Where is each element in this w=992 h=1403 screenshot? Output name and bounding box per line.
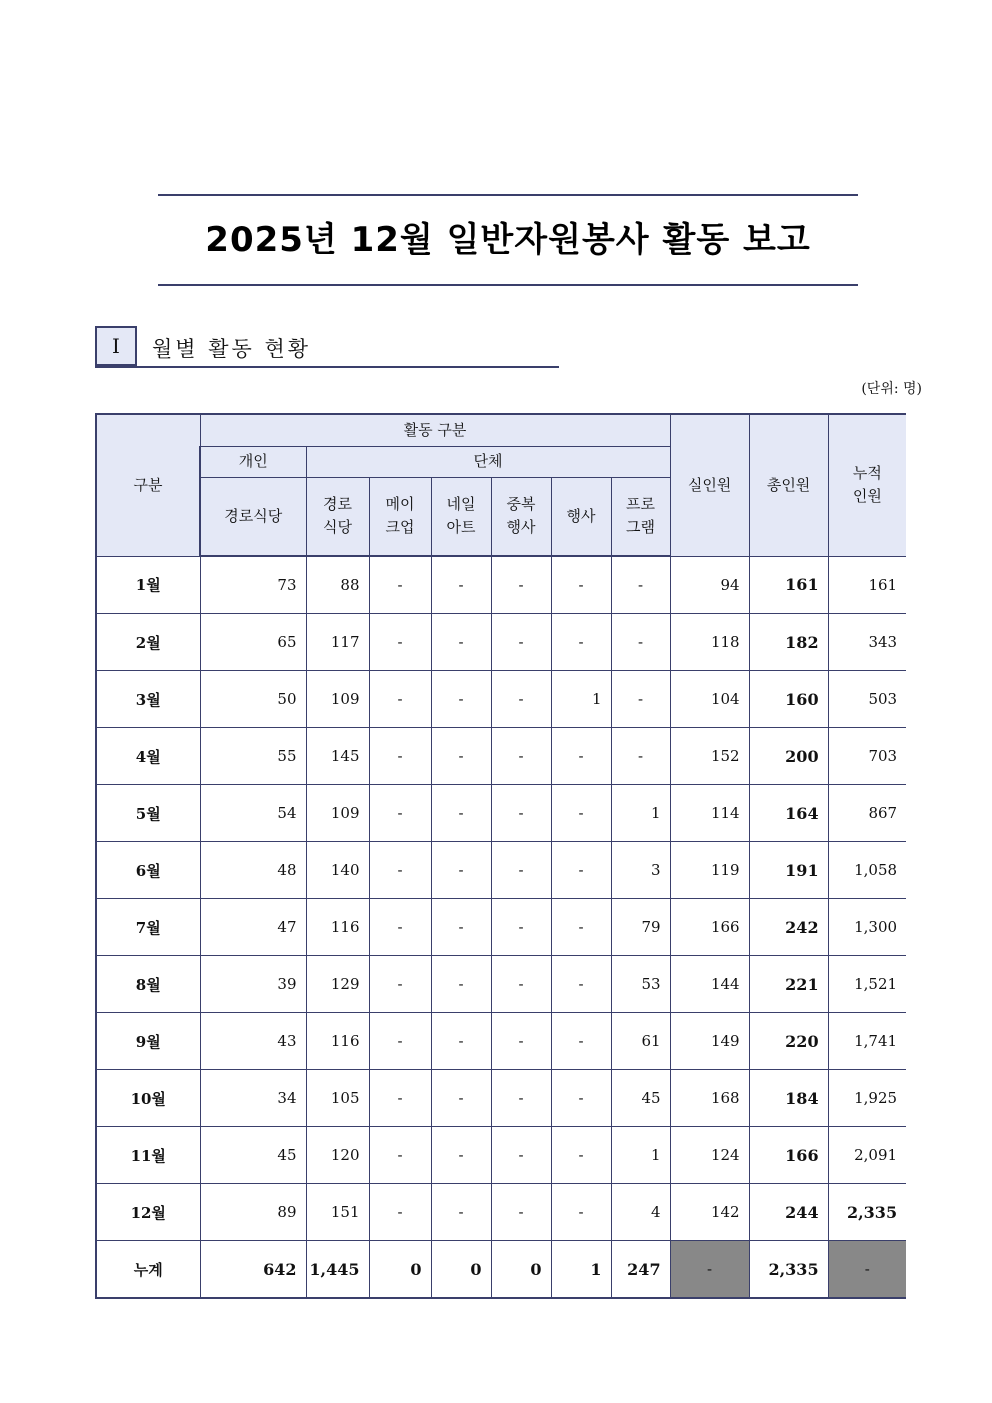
title-top-rule <box>158 194 858 196</box>
cell-c5: - <box>491 728 551 785</box>
cell-c4: - <box>431 956 491 1013</box>
cell-c7: 1 <box>611 1127 670 1184</box>
header-group-meal <box>306 477 369 556</box>
table-row <box>96 785 906 842</box>
cell-cum: 2,335 <box>828 1184 906 1241</box>
cell-c1: 47 <box>200 899 306 956</box>
cell-c5: - <box>491 614 551 671</box>
cell-c4: - <box>431 1127 491 1184</box>
cell-c6: - <box>551 1070 611 1127</box>
row-month: 4월 <box>96 728 200 785</box>
cell-c4: - <box>431 671 491 728</box>
cell-c3: - <box>369 785 431 842</box>
row-month: 10월 <box>96 1070 200 1127</box>
table-row <box>96 1070 906 1127</box>
total-c2: 1,445 <box>306 1241 369 1299</box>
cell-c3: - <box>369 556 431 614</box>
header-makeup-label: 메이 크업 <box>385 495 415 537</box>
cell-c2: 116 <box>306 899 369 956</box>
cell-c2: 117 <box>306 614 369 671</box>
cell-c5: - <box>491 556 551 614</box>
cell-c4: - <box>431 614 491 671</box>
cell-c1: 48 <box>200 842 306 899</box>
header-group: 단체 <box>306 446 670 477</box>
cell-c5: - <box>491 1127 551 1184</box>
header-cumulative-label: 누적 인원 <box>852 464 882 506</box>
total-cum: - <box>828 1241 906 1299</box>
row-month: 5월 <box>96 785 200 842</box>
header-overlap <box>491 477 551 556</box>
table-row <box>96 556 906 614</box>
cell-c1: 45 <box>200 1127 306 1184</box>
cell-c1: 54 <box>200 785 306 842</box>
header-actual: 실인원 <box>670 414 749 556</box>
cell-actual: 94 <box>670 556 749 614</box>
cell-c1: 65 <box>200 614 306 671</box>
header-indiv-meal: 경로식당 <box>200 477 306 556</box>
table-row <box>96 899 906 956</box>
cell-c7: 53 <box>611 956 670 1013</box>
cell-total: 242 <box>749 899 828 956</box>
cell-actual: 149 <box>670 1013 749 1070</box>
cell-c4: - <box>431 1184 491 1241</box>
cell-c4: - <box>431 842 491 899</box>
cell-c6: - <box>551 956 611 1013</box>
table-row <box>96 1184 906 1241</box>
cell-c6: - <box>551 1013 611 1070</box>
cell-actual: 152 <box>670 728 749 785</box>
cell-c4: - <box>431 728 491 785</box>
cell-c3: - <box>369 1013 431 1070</box>
row-month: 1월 <box>96 556 200 614</box>
total-c5: 0 <box>491 1241 551 1299</box>
cell-c3: - <box>369 1127 431 1184</box>
section-underline <box>95 366 559 368</box>
cell-c6: - <box>551 556 611 614</box>
cell-c6: - <box>551 1184 611 1241</box>
cell-c6: - <box>551 899 611 956</box>
cell-c6: - <box>551 785 611 842</box>
table-row <box>96 728 906 785</box>
header-category: 구분 <box>96 414 200 556</box>
section-number: I <box>112 334 120 358</box>
cell-c3: - <box>369 728 431 785</box>
cell-c5: - <box>491 956 551 1013</box>
cell-c3: - <box>369 671 431 728</box>
cell-actual: 166 <box>670 899 749 956</box>
total-c7: 247 <box>611 1241 670 1299</box>
table-row <box>96 1127 906 1184</box>
row-month: 12월 <box>96 1184 200 1241</box>
cell-c4: - <box>431 899 491 956</box>
total-row <box>96 1241 906 1299</box>
cell-total: 220 <box>749 1013 828 1070</box>
cell-cum: 1,741 <box>828 1013 906 1070</box>
total-c1: 642 <box>200 1241 306 1299</box>
table-body <box>96 556 906 1298</box>
row-month: 11월 <box>96 1127 200 1184</box>
cell-c7: 79 <box>611 899 670 956</box>
cell-c2: 109 <box>306 785 369 842</box>
cell-c5: - <box>491 842 551 899</box>
cell-cum: 867 <box>828 785 906 842</box>
header-makeup <box>369 477 431 556</box>
cell-actual: 142 <box>670 1184 749 1241</box>
total-c3: 0 <box>369 1241 431 1299</box>
cell-c4: - <box>431 785 491 842</box>
cell-c2: 116 <box>306 1013 369 1070</box>
cell-actual: 119 <box>670 842 749 899</box>
cell-total: 191 <box>749 842 828 899</box>
cell-c2: 140 <box>306 842 369 899</box>
header-overlap-label: 중복 행사 <box>506 495 536 537</box>
header-nail-label: 네일 아트 <box>446 495 476 537</box>
cell-cum: 1,300 <box>828 899 906 956</box>
cell-c1: 50 <box>200 671 306 728</box>
cell-cum: 343 <box>828 614 906 671</box>
header-program-label: 프로 그램 <box>626 495 656 537</box>
header-cumulative <box>828 414 906 556</box>
cell-c2: 120 <box>306 1127 369 1184</box>
cell-c4: - <box>431 556 491 614</box>
header-group-meal-label: 경로 식당 <box>323 495 352 537</box>
cell-c5: - <box>491 671 551 728</box>
cell-total: 161 <box>749 556 828 614</box>
cell-total: 160 <box>749 671 828 728</box>
cell-c3: - <box>369 956 431 1013</box>
cell-c7: - <box>611 671 670 728</box>
cell-c1: 89 <box>200 1184 306 1241</box>
section-number-box <box>95 326 137 366</box>
cell-c5: - <box>491 785 551 842</box>
cell-c6: - <box>551 614 611 671</box>
cell-total: 182 <box>749 614 828 671</box>
cell-c2: 105 <box>306 1070 369 1127</box>
cell-c7: 4 <box>611 1184 670 1241</box>
cell-c3: - <box>369 899 431 956</box>
header-individual: 개인 <box>200 446 306 477</box>
table-row <box>96 956 906 1013</box>
cell-c1: 55 <box>200 728 306 785</box>
cell-c2: 88 <box>306 556 369 614</box>
cell-total: 221 <box>749 956 828 1013</box>
cell-c2: 109 <box>306 671 369 728</box>
cell-c4: - <box>431 1070 491 1127</box>
cell-cum: 1,925 <box>828 1070 906 1127</box>
monthly-activity-table <box>95 413 906 1299</box>
cell-c7: - <box>611 614 670 671</box>
cell-total: 200 <box>749 728 828 785</box>
unit-label: (단위: 명) <box>861 381 922 397</box>
cell-c7: - <box>611 728 670 785</box>
cell-c6: 1 <box>551 671 611 728</box>
table-row <box>96 614 906 671</box>
cell-actual: 168 <box>670 1070 749 1127</box>
cell-c6: - <box>551 1127 611 1184</box>
header-event: 행사 <box>551 477 611 556</box>
cell-cum: 1,058 <box>828 842 906 899</box>
cell-c5: - <box>491 1070 551 1127</box>
cell-cum: 2,091 <box>828 1127 906 1184</box>
table-row <box>96 671 906 728</box>
title-bottom-rule <box>158 284 858 286</box>
total-c6: 1 <box>551 1241 611 1299</box>
row-month: 8월 <box>96 956 200 1013</box>
section-title: 월별 활동 현황 <box>152 337 312 361</box>
table-row <box>96 1013 906 1070</box>
cell-c2: 145 <box>306 728 369 785</box>
cell-actual: 118 <box>670 614 749 671</box>
header-program <box>611 477 670 556</box>
cell-c2: 151 <box>306 1184 369 1241</box>
cell-c4: - <box>431 1013 491 1070</box>
header-activity-group: 활동 구분 <box>200 414 670 446</box>
cell-cum: 503 <box>828 671 906 728</box>
cell-total: 184 <box>749 1070 828 1127</box>
cell-c2: 129 <box>306 956 369 1013</box>
cell-actual: 114 <box>670 785 749 842</box>
cell-c1: 43 <box>200 1013 306 1070</box>
cell-c1: 73 <box>200 556 306 614</box>
cell-actual: 144 <box>670 956 749 1013</box>
cell-c7: 45 <box>611 1070 670 1127</box>
document-title: 2025년 12월 일반자원봉사 활동 보고 <box>205 220 811 260</box>
header-total: 총인원 <box>749 414 828 556</box>
cell-c7: - <box>611 556 670 614</box>
cell-total: 164 <box>749 785 828 842</box>
cell-actual: 124 <box>670 1127 749 1184</box>
cell-c3: - <box>369 614 431 671</box>
cell-c6: - <box>551 728 611 785</box>
cell-c3: - <box>369 842 431 899</box>
cell-cum: 1,521 <box>828 956 906 1013</box>
header-nail <box>431 477 491 556</box>
row-month: 6월 <box>96 842 200 899</box>
cell-c5: - <box>491 1184 551 1241</box>
table-row <box>96 842 906 899</box>
cell-c5: - <box>491 1013 551 1070</box>
cell-c7: 1 <box>611 785 670 842</box>
cell-c3: - <box>369 1184 431 1241</box>
cell-cum: 161 <box>828 556 906 614</box>
total-actual: - <box>670 1241 749 1299</box>
cell-c1: 34 <box>200 1070 306 1127</box>
row-month: 7월 <box>96 899 200 956</box>
cell-cum: 703 <box>828 728 906 785</box>
cell-actual: 104 <box>670 671 749 728</box>
total-c4: 0 <box>431 1241 491 1299</box>
row-month: 2월 <box>96 614 200 671</box>
cell-c3: - <box>369 1070 431 1127</box>
cell-total: 244 <box>749 1184 828 1241</box>
cell-c7: 61 <box>611 1013 670 1070</box>
cell-total: 166 <box>749 1127 828 1184</box>
cell-c7: 3 <box>611 842 670 899</box>
cell-c5: - <box>491 899 551 956</box>
cell-c6: - <box>551 842 611 899</box>
cell-c1: 39 <box>200 956 306 1013</box>
row-month: 3월 <box>96 671 200 728</box>
total-label: 누계 <box>96 1241 200 1299</box>
row-month: 9월 <box>96 1013 200 1070</box>
total-total: 2,335 <box>749 1241 828 1299</box>
